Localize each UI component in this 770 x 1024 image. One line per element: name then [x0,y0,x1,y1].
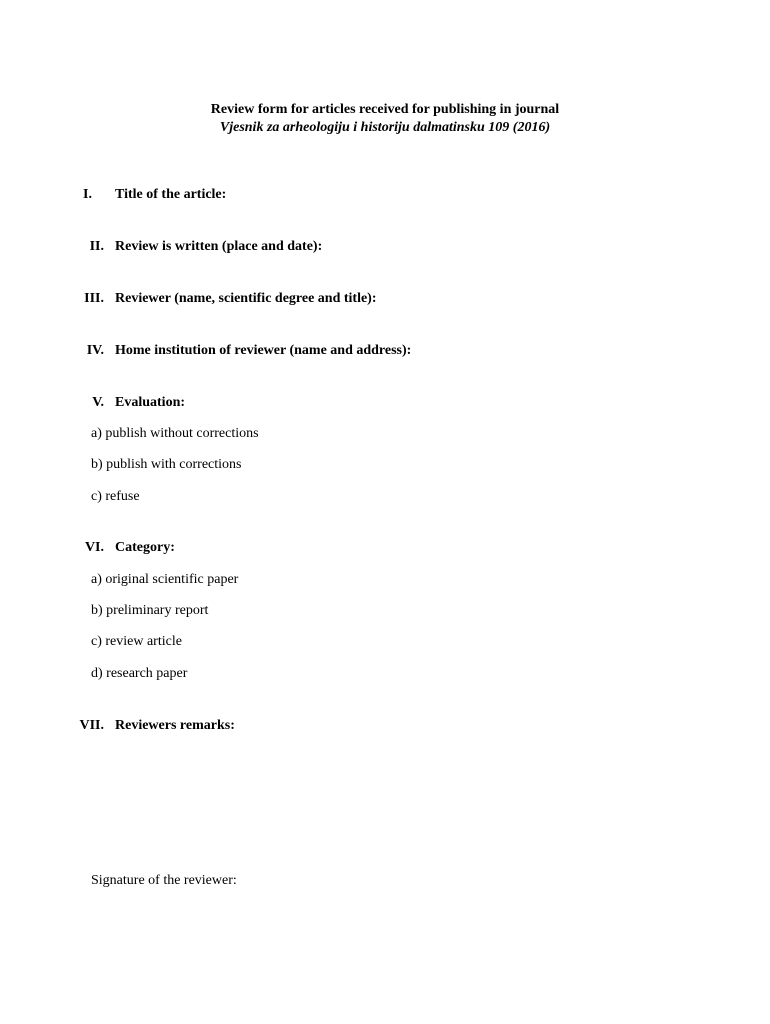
section-numeral: V. [92,395,104,410]
evaluation-option: c) refuse [91,489,140,504]
section-numeral: III. [84,291,104,306]
section-numeral: VI. [84,540,104,555]
section-heading: Evaluation: [115,395,186,410]
journal-name: Vjesnik za arheologiju i historiju dalmatinsku 109 (2016) [219,120,551,135]
section-heading: Home institution of reviewer (name and address): [115,343,412,358]
section-heading: Category: [115,540,175,555]
section-heading: Title of the article: [115,187,227,202]
category-option: d) research paper [91,666,188,681]
section-numeral: I. [83,187,92,202]
category-option: c) review article [91,634,182,649]
form-title: Review form for articles received for publishing in journal [210,102,560,117]
section-heading: Review is written (place and date): [115,239,323,254]
section-heading: Reviewers remarks: [115,718,235,733]
form-title-block [0,101,770,137]
section-numeral: II. [89,239,104,254]
section-heading: Reviewer (name, scientific degree and title): [115,291,377,306]
section-numeral: VII. [79,718,104,733]
category-option: a) original scientific paper [91,572,239,587]
section-numeral: IV. [86,343,104,358]
evaluation-option: b) publish with corrections [91,457,242,472]
evaluation-option: a) publish without corrections [91,426,259,441]
category-option: b) preliminary report [91,603,209,618]
signature-label: Signature of the reviewer: [91,873,237,888]
